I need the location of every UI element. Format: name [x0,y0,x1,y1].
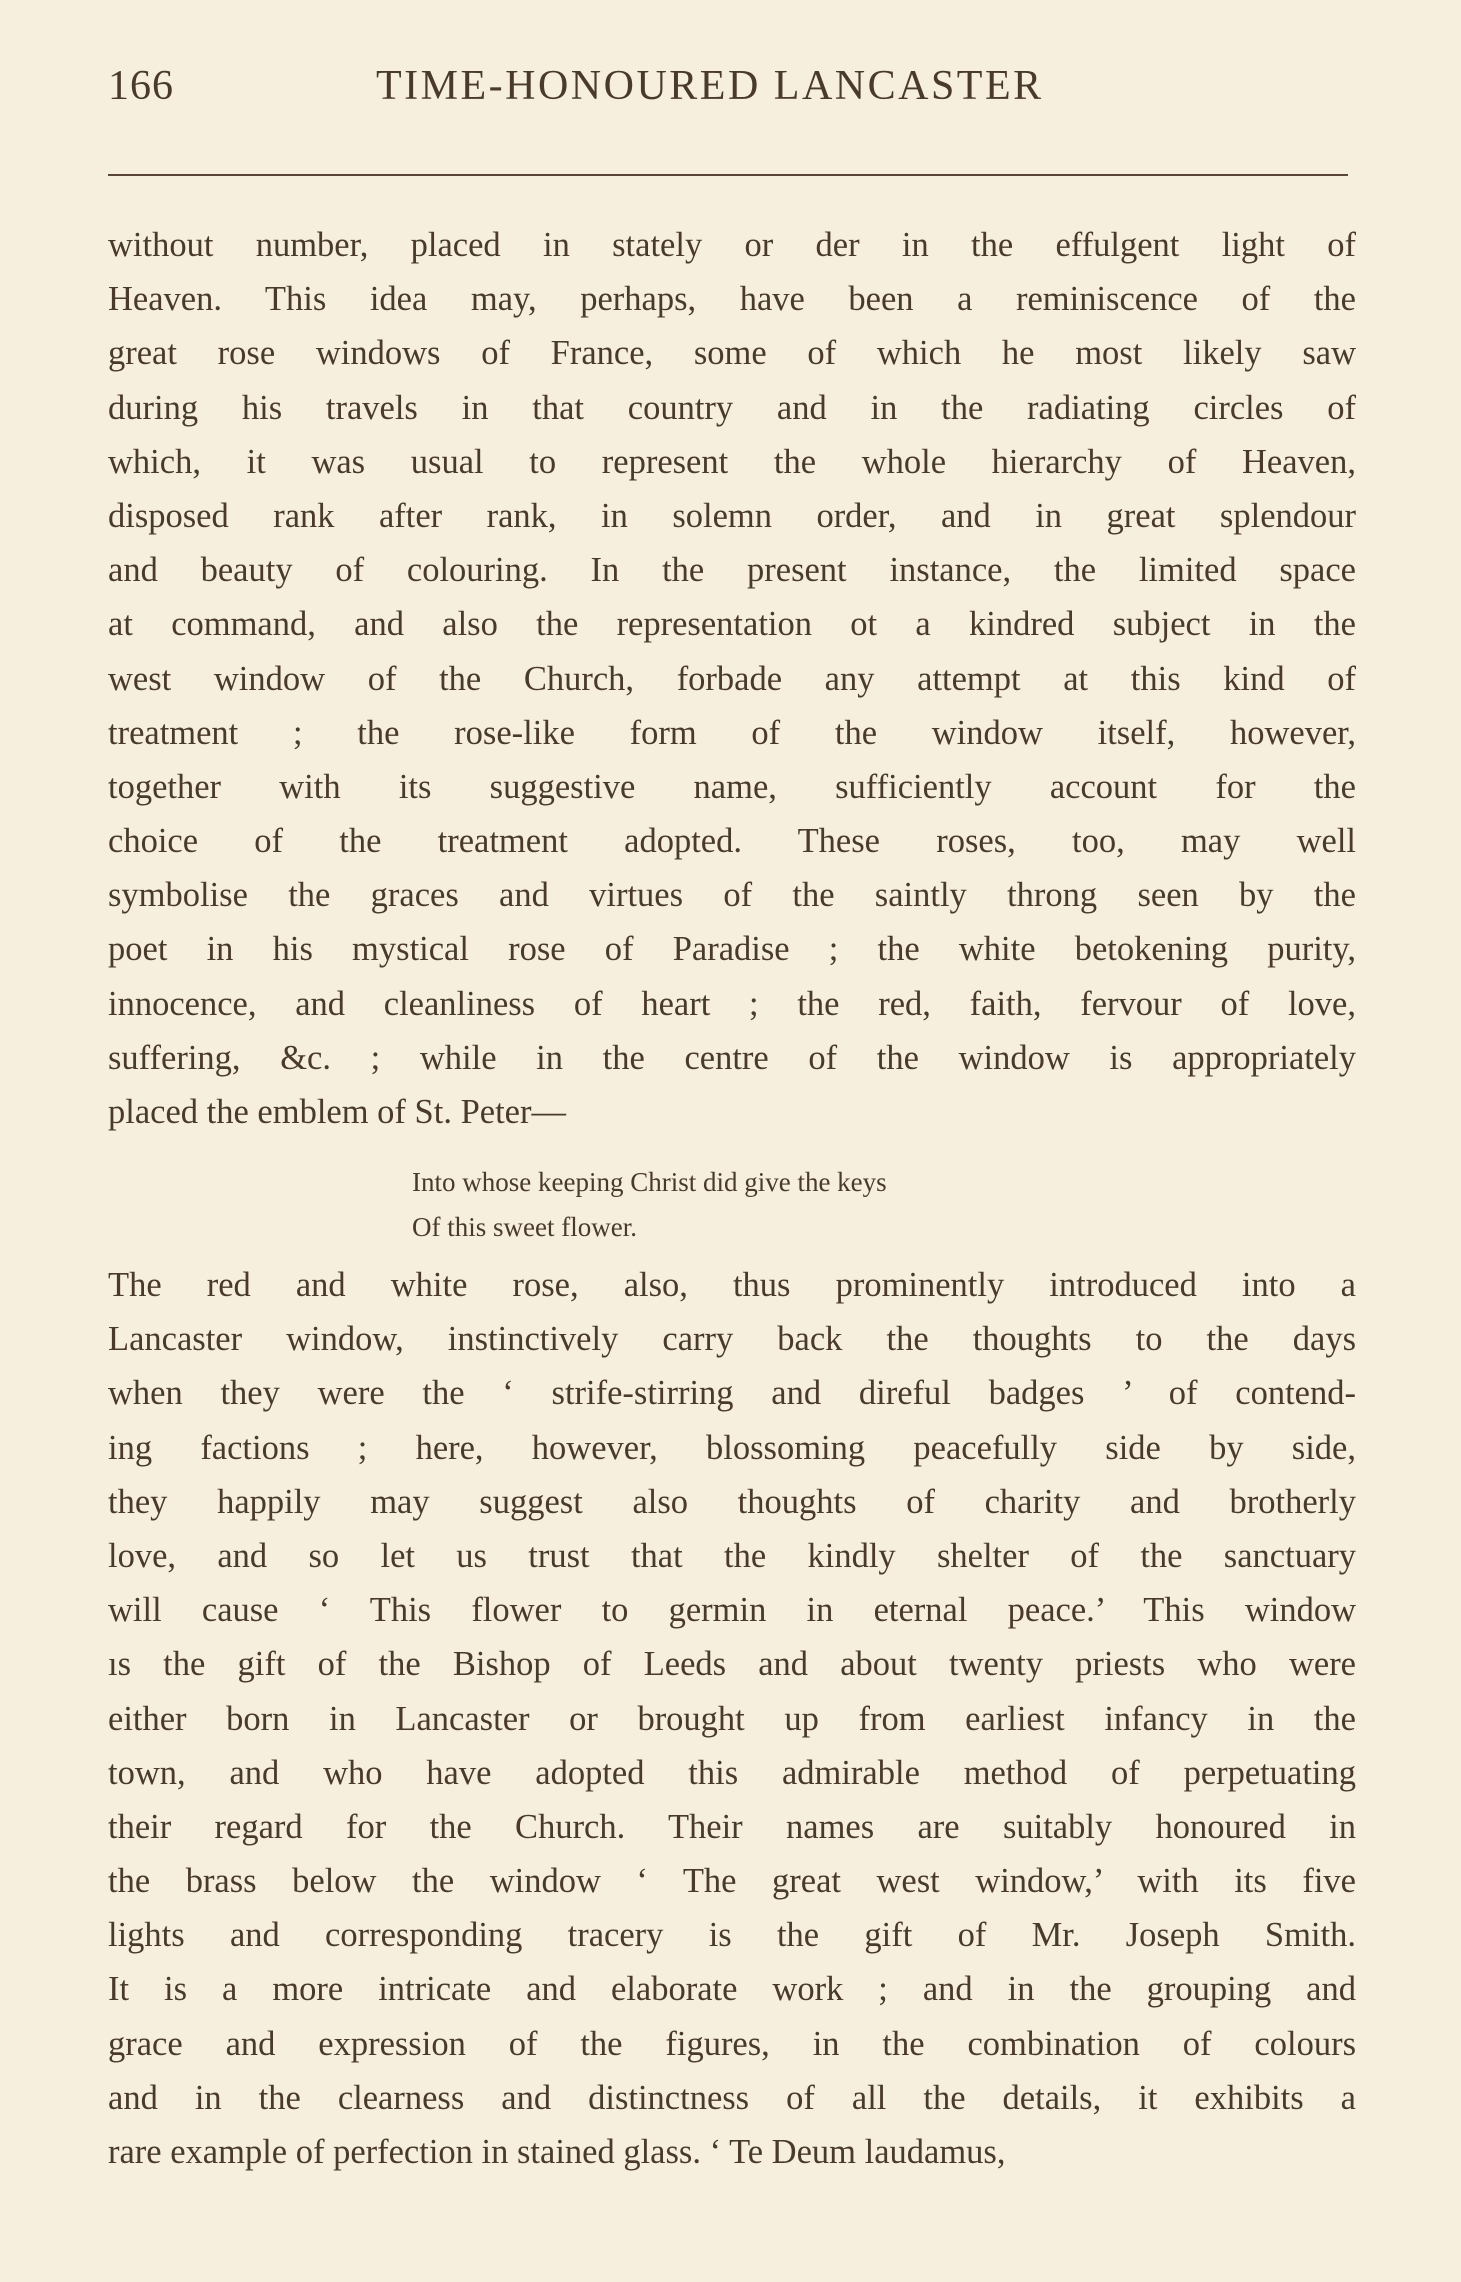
text-line: which, it was usual to represent the whole hierarchy of Heaven, [108,442,1356,481]
text-line: lights and corresponding tracery is the gift of Mr. Joseph Smith. [108,1916,1356,1955]
text-line: disposed rank after rank, in solemn order, and in great splendour [108,496,1356,535]
text-line: will cause ‘ This flower to germin in eternal peace.’ This window [108,1591,1356,1630]
text-line: west window of the Church, forbade any attempt at this kind of [108,659,1356,698]
text-line: symbolise the graces and virtues of the saintly throng seen by the [108,876,1356,915]
text-line: town, and who have adopted this admirable method of perpetuating [108,1753,1356,1792]
quote-line: Of this sweet flower. [412,1212,637,1242]
text-line: Lancaster window, instinctively carry back the thoughts to the days [108,1320,1356,1359]
text-line: at command, and also the representation ot a kindred subject in the [108,605,1356,644]
text-line: innocence, and cleanliness of heart ; the red, faith, fervour of love, [108,984,1356,1023]
text-line: ing factions ; here, however, blossoming peacefully side by side, [108,1428,1356,1467]
paragraph-1 [108,218,1356,1139]
text-line: poet in his mystical rose of Paradise ; the white betokening purity, [108,930,1356,969]
text-line: either born in Lancaster or brought up from earliest infancy in the [108,1699,1356,1738]
text-line: The red and white rose, also, thus prominently introduced into a [108,1266,1356,1304]
text-line: rare example of perfection in stained glass. ‘ Te Deum laudamus, [108,2133,1006,2171]
quote-line: Into whose keeping Christ did give the keys [412,1167,887,1197]
text-line: the brass below the window ‘ The great west window,’ with its five [108,1862,1356,1901]
text-line: choice of the treatment adopted. These roses, too, may well [108,822,1356,861]
text-line: It is a more intricate and elaborate work ; and in the grouping and [108,1970,1356,2009]
running-title: TIME-HONOURED LANCASTER [376,63,1044,109]
text-line: their regard for the Church. Their names are suitably honoured in [108,1807,1356,1846]
text-line: ıs the gift of the Bishop of Leeds and about twenty priests who were [108,1645,1356,1684]
page-header [108,62,1348,122]
header-rule [108,174,1348,176]
text-line: during his travels in that country and in the radiating circles of [108,388,1356,427]
verse-quotation [412,1160,1112,1250]
text-line: Heaven. This idea may, perhaps, have been a reminiscence of the [108,280,1356,319]
text-line: without number, placed in stately or der in the effulgent light of [108,226,1356,264]
page-number: 166 [108,63,174,109]
text-line: love, and so let us trust that the kindly shelter of the sanctuary [108,1536,1356,1575]
text-line: they happily may suggest also thoughts of charity and brotherly [108,1482,1356,1521]
text-line: suffering, &c. ; while in the centre of the window is appropriately [108,1038,1356,1077]
text-line: and beauty of colouring. In the present instance, the limited space [108,551,1356,590]
text-line: treatment ; the rose-like form of the window itself, however, [108,713,1356,752]
text-line: when they were the ‘ strife-stirring and direful badges ’ of contend- [108,1374,1356,1413]
text-line: great rose windows of France, some of which he most likely saw [108,334,1356,373]
text-line: placed the emblem of St. Peter— [108,1093,566,1131]
text-line: and in the clearness and distinctness of all the details, it exhibits a [108,2078,1356,2117]
text-line: grace and expression of the figures, in the combination of colours [108,2024,1356,2063]
text-line: together with its suggestive name, sufficiently account for the [108,767,1356,806]
paragraph-2 [108,1258,1356,2179]
